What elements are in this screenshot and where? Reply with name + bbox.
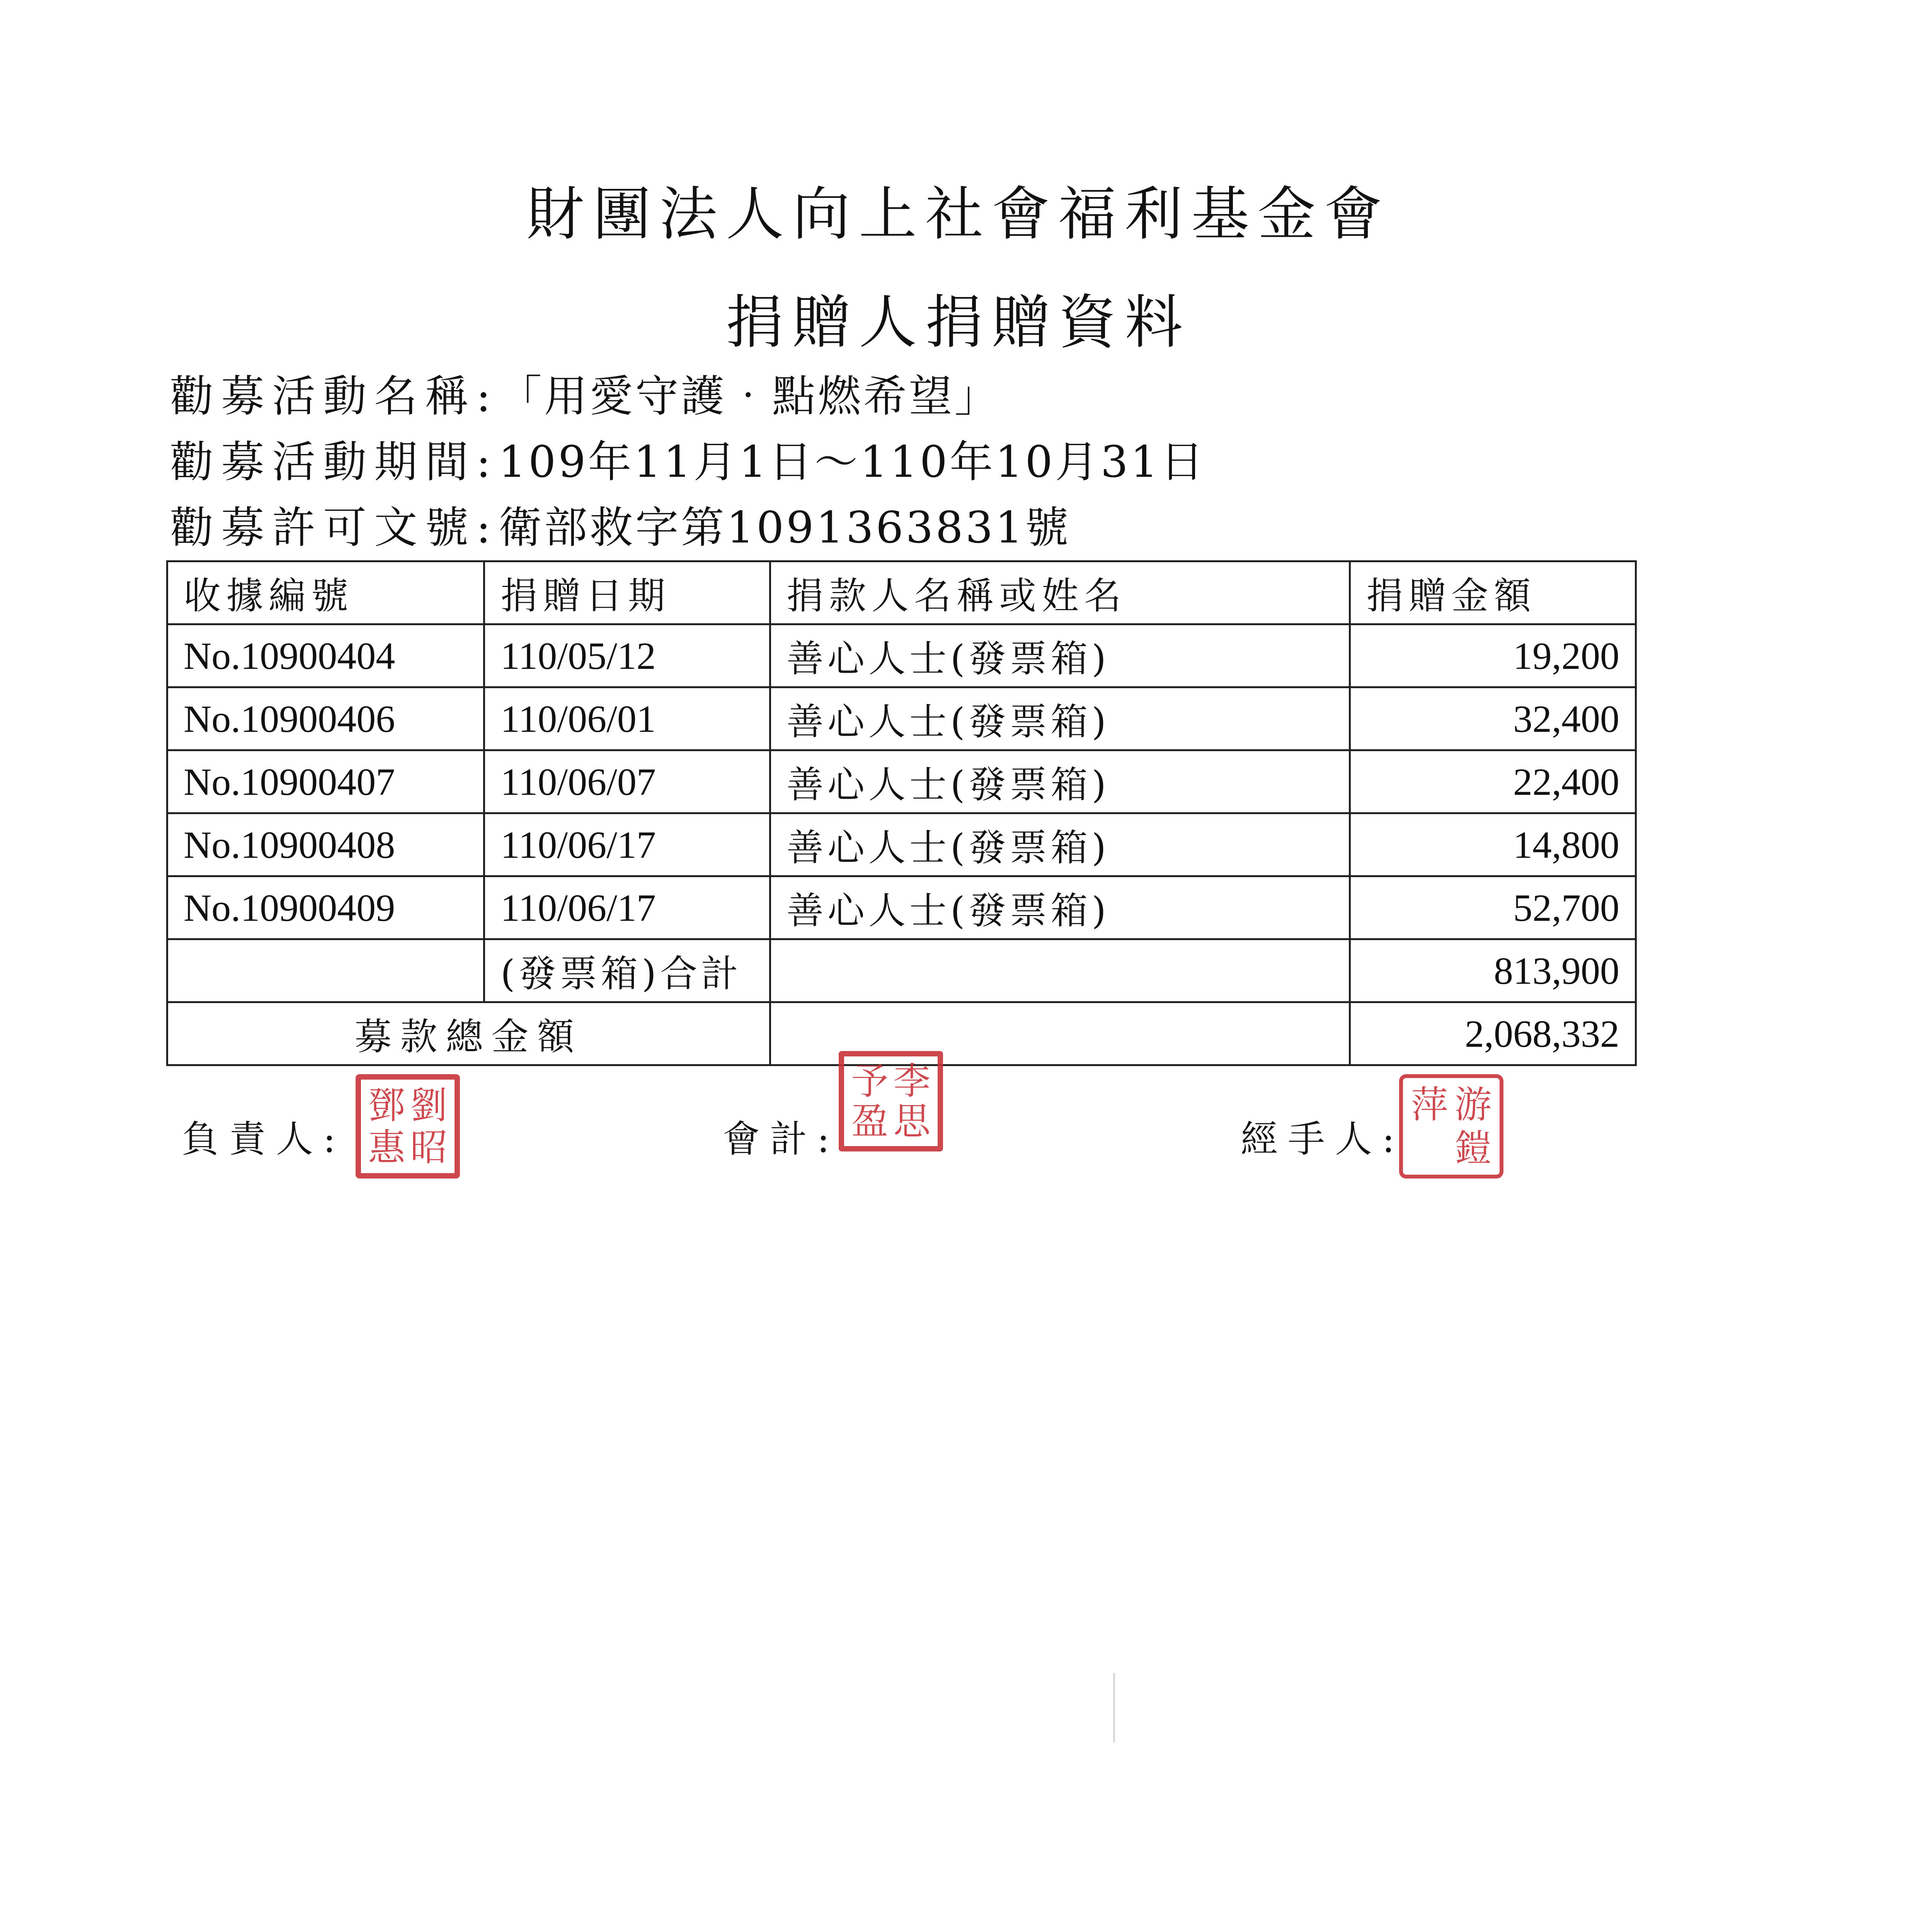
permit-label: 勸募許可文號: [170,503,499,553]
header-date: 捐贈日期 [484,561,770,624]
amount-cell: 14,800 [1350,813,1636,876]
date-cell: 110/06/17 [484,876,770,939]
date-cell: 110/06/01 [484,687,770,750]
organization-title: 財團法人向上社會福利基金會 [526,181,1391,248]
table-row [167,750,1636,813]
header-receipt-no: 收據編號 [167,561,484,624]
accountant-seal [839,1051,943,1151]
receipt-no-cell: No.10900408 [167,813,484,876]
accountant-label: 會計: [723,1117,840,1161]
seal-char: 劉 [410,1083,448,1127]
permit-value: 衛部救字第1091363831號 [498,503,1071,553]
campaign-name-value: 「用愛守護‧點燃希望」 [498,371,1000,422]
date-cell: 110/06/17 [484,813,770,876]
responsible-person-label: 負責人: [182,1117,346,1161]
total-amount: 2,068,332 [1350,1002,1636,1065]
amount-cell: 19,200 [1350,624,1636,687]
document-subtitle: 捐贈人捐贈資料 [725,289,1191,356]
total-label: 募款總金額 [167,1002,770,1065]
header-amount: 捐贈金額 [1350,561,1636,624]
date-cell: 110/06/07 [484,750,770,813]
permit-number [170,503,1071,553]
donor-cell: 善心人士(發票箱) [770,876,1350,939]
donor-cell: 善心人士(發票箱) [770,624,1350,687]
subtotal-amount: 813,900 [1350,939,1636,1002]
subtotal-donor-empty-cell [770,939,1350,1002]
seal-char: 惠 [368,1126,405,1169]
donor-cell: 善心人士(發票箱) [770,750,1350,813]
table-row [167,624,1636,687]
date-cell: 110/05/12 [484,624,770,687]
amount-cell: 22,400 [1350,750,1636,813]
scan-artifact-line [1113,1673,1115,1743]
amount-cell: 52,700 [1350,876,1636,939]
seal-char [1408,1126,1451,1170]
table-header-row [167,561,1636,624]
receipt-no-cell: No.10900406 [167,687,484,750]
seal-char: 游 [1454,1083,1492,1126]
table-row [167,687,1636,750]
subtotal-label: (發票箱)合計 [484,939,770,1002]
donor-cell: 善心人士(發票箱) [770,687,1350,750]
header-donor: 捐款人名稱或姓名 [770,561,1350,624]
seal-char: 昭 [410,1126,448,1169]
seal-char: 予 [851,1060,889,1103]
campaign-name-label: 勸募活動名稱: [170,371,499,422]
table-row [167,876,1636,939]
campaign-period [170,437,1206,487]
campaign-period-label: 勸募活動期間: [170,437,499,487]
amount-cell: 32,400 [1350,687,1636,750]
seal-char: 鄧 [368,1083,405,1127]
receipt-no-cell: No.10900409 [167,876,484,939]
campaign-name [170,371,1000,422]
donation-table [166,560,1637,1066]
receipt-no-cell: No.10900407 [167,750,484,813]
table-row [167,813,1636,876]
handler-seal [1399,1074,1503,1179]
seal-char: 盈 [851,1100,889,1143]
responsible-seal [356,1074,460,1179]
handler-label: 經手人: [1241,1117,1405,1161]
seal-char: 思 [893,1100,931,1143]
receipt-no-cell: No.10900404 [167,624,484,687]
campaign-period-value: 109年11月1日～110年10月31日 [498,437,1206,487]
seal-char: 鎧 [1454,1126,1492,1170]
seal-char: 萍 [1411,1083,1448,1126]
seal-char: 李 [893,1060,931,1103]
subtotal-empty-cell [167,939,484,1002]
subtotal-row [167,939,1636,1002]
donor-cell: 善心人士(發票箱) [770,813,1350,876]
